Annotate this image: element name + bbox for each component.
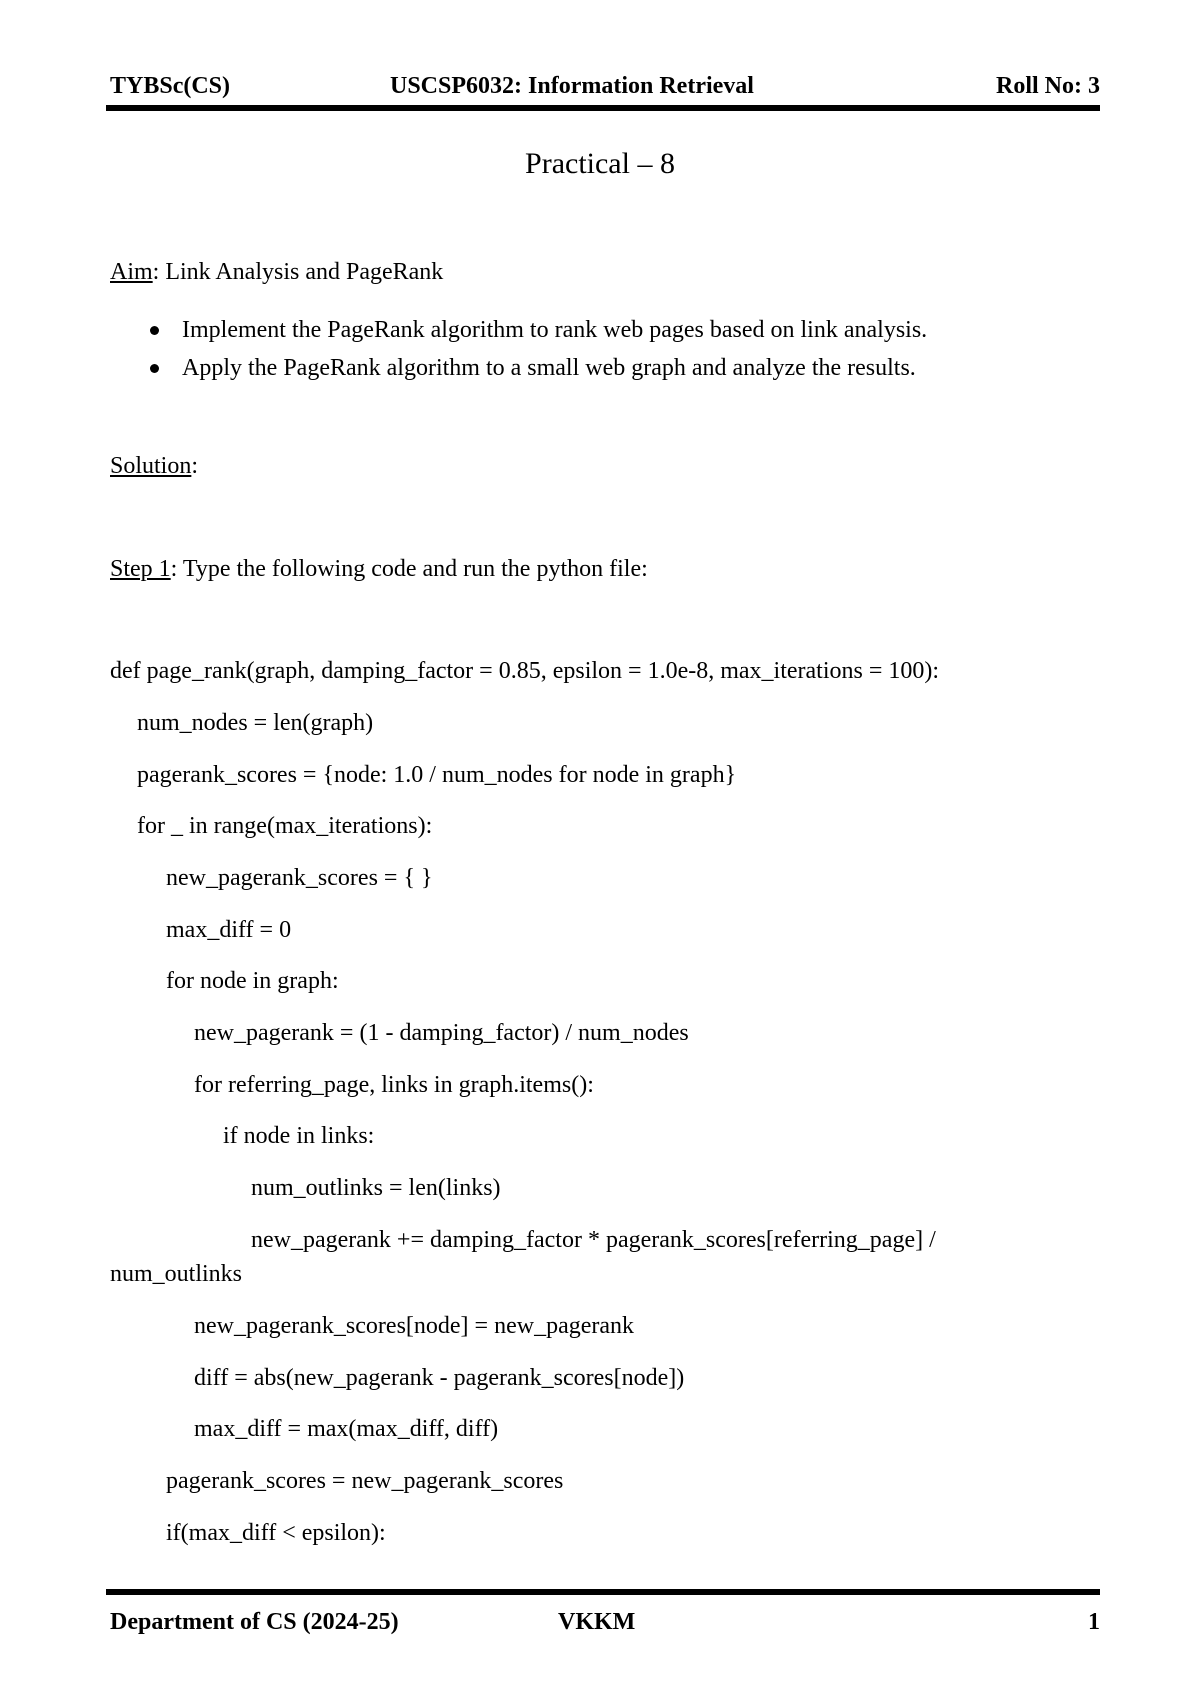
code-line: for referring_page, links in graph.items(): (194, 1072, 594, 1098)
solution-suffix: : (191, 453, 199, 479)
header-rule (106, 105, 1100, 111)
page-number: 1 (1088, 1609, 1100, 1635)
step1-text: : Type the following code and run the python file: (170, 556, 648, 582)
list-item (110, 354, 927, 392)
code-line: pagerank_scores = new_pagerank_scores (166, 1468, 564, 1494)
code-line: for _ in range(max_iterations): (137, 813, 433, 839)
footer-college: VKKM (558, 1609, 636, 1635)
code-line: pagerank_scores = {node: 1.0 / num_nodes for node in graph} (137, 762, 737, 788)
code-line: new_pagerank = (1 - damping_factor) / num_nodes (194, 1020, 689, 1046)
code-line: if(max_diff < epsilon): (166, 1520, 386, 1546)
practical-title: Practical – 8 (525, 147, 675, 180)
code-line: num_outlinks (110, 1261, 243, 1287)
code-line: num_outlinks = len(links) (251, 1175, 501, 1201)
code-line: max_diff = max(max_diff, diff) (194, 1416, 499, 1442)
code-line: new_pagerank += damping_factor * pagerank_scores[referring_page] / (251, 1227, 936, 1253)
code-line: new_pagerank_scores = { } (166, 865, 433, 891)
step1-label: Step 1 (110, 556, 171, 582)
aim-line (110, 258, 443, 286)
header-class: TYBSc(CS) (110, 73, 231, 99)
header-course: USCSP6032: Information Retrieval (390, 73, 754, 99)
footer-rule (106, 1589, 1100, 1595)
list-item (110, 316, 927, 354)
header-roll-no: Roll No: 3 (996, 73, 1100, 99)
aim-text: : Link Analysis and PageRank (152, 259, 444, 285)
step1-line (110, 555, 648, 583)
bullet-text: Implement the PageRank algorithm to rank web pages based on link analysis. (182, 317, 928, 343)
code-line: for node in graph: (166, 968, 339, 994)
aim-bullet-list (110, 316, 927, 392)
bullet-icon (150, 364, 159, 373)
code-line: if node in links: (223, 1123, 375, 1149)
bullet-icon (150, 326, 159, 335)
code-line: num_nodes = len(graph) (137, 710, 374, 736)
code-line: diff = abs(new_pagerank - pagerank_scores[node]) (194, 1365, 685, 1391)
footer-department: Department of CS (2024-25) (110, 1609, 399, 1635)
code-line: new_pagerank_scores[node] = new_pagerank (194, 1313, 635, 1339)
solution-heading (110, 452, 198, 480)
solution-label: Solution (110, 453, 192, 479)
code-line: max_diff = 0 (166, 917, 292, 943)
bullet-text: Apply the PageRank algorithm to a small web graph and analyze the results. (182, 355, 916, 381)
code-line: def page_rank(graph, damping_factor = 0.85, epsilon = 1.0e-8, max_iterations = 100): (110, 658, 940, 684)
aim-label: Aim (110, 259, 153, 285)
